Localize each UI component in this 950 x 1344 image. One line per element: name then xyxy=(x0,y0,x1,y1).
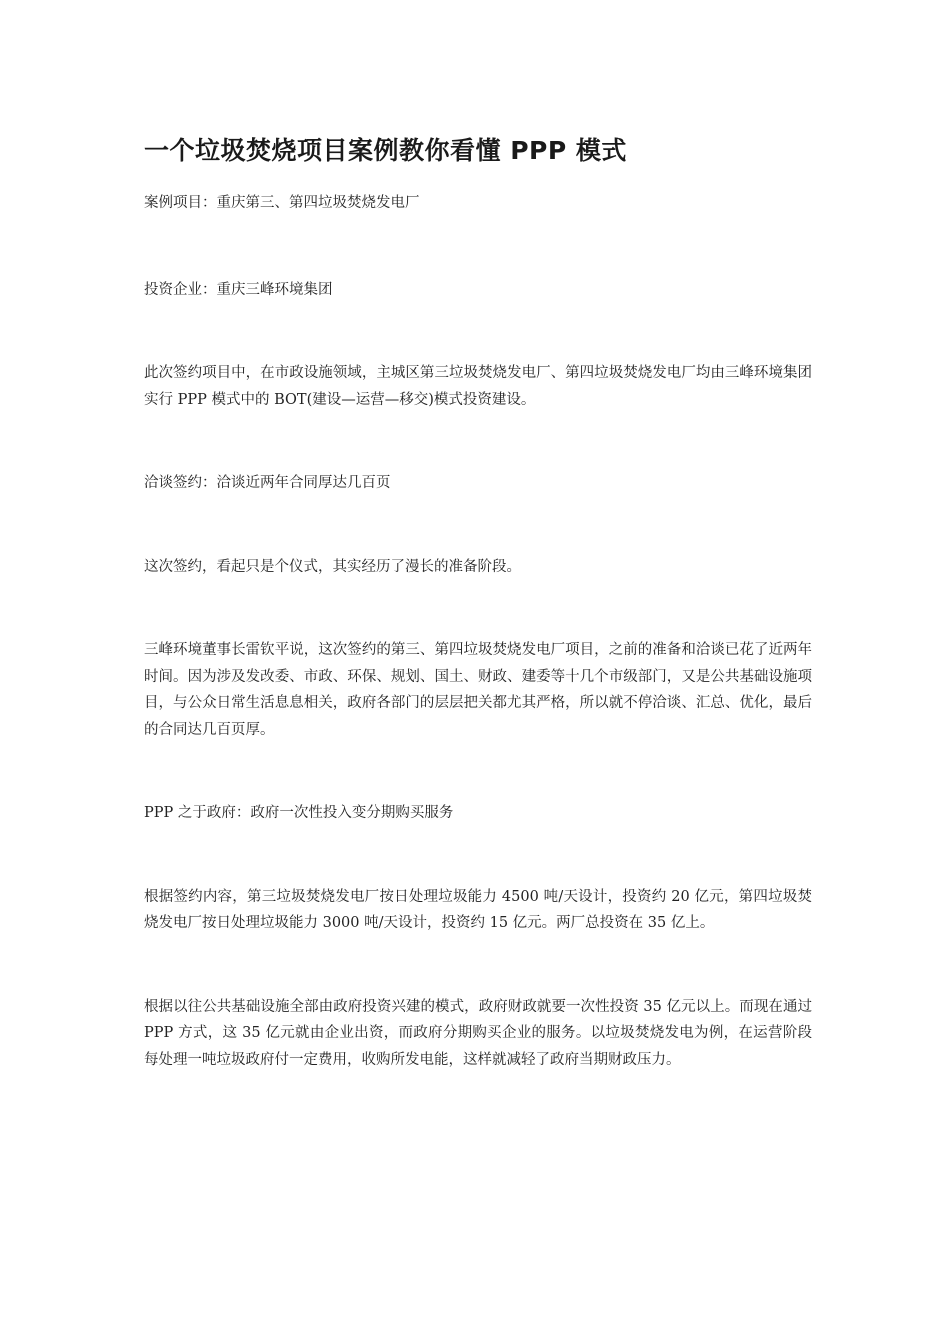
paragraph-signing-project: 此次签约项目中，在市政设施领域，主城区第三垃圾焚烧发电厂、第四垃圾焚烧发电厂均由三峰环境集团实行 PPP 模式中的 BOT(建设—运营—移交)模式投资建设。 xyxy=(144,365,812,408)
document-title: 一个垃圾焚烧项目案例教你看懂 PPP 模式 xyxy=(144,136,627,165)
paragraph-ceremony: 这次签约，看起只是个仪式，其实经历了漫长的准备阶段。 xyxy=(144,558,521,575)
paragraph-ppp-government-heading: PPP 之于政府：政府一次性投入变分期购买服务 xyxy=(144,805,454,821)
paragraph-case-project: 案例项目：重庆第三、第四垃圾焚烧发电厂 xyxy=(144,195,420,211)
paragraph-contract-content: 根据签约内容，第三垃圾焚烧发电厂按日处理垃圾能力 4500 吨/天设计，投资约 20 亿元，第四垃圾焚烧发电厂按日处理垃圾能力 3000 吨/天设计，投资约 15 亿元。两厂总投资在 35 亿上。 xyxy=(144,888,812,931)
document-body xyxy=(144,132,812,1073)
paragraph-negotiation-heading: 洽谈签约：洽谈近两年合同厚达几百页 xyxy=(144,475,391,491)
paragraph-investor: 投资企业：重庆三峰环境集团 xyxy=(144,281,333,298)
paragraph-chairman-statement: 三峰环境董事长雷钦平说，这次签约的第三、第四垃圾焚烧发电厂项目，之前的准备和洽谈已花了近两年时间。因为涉及发改委、市政、环保、规划、国土、财政、建委等十几个市级部门，又是公共基础设施项目，与公众日常生活息息相关，政府各部门的层层把关都尤其严格，所以就不停洽谈、汇总、优化，最后的合同达几百页厚。 xyxy=(144,642,812,738)
paragraph-financing-model: 根据以往公共基础设施全部由政府投资兴建的模式，政府财政就要一次性投资 35 亿元以上。而现在通过 PPP 方式，这 35 亿元就由企业出资，而政府分期购买企业的服务。以垃圾焚烧发电为例，在运营阶段每处理一吨垃圾政府付一定费用，收购所发电能，这样就减轻了政府当期财政压力。 xyxy=(144,998,812,1068)
